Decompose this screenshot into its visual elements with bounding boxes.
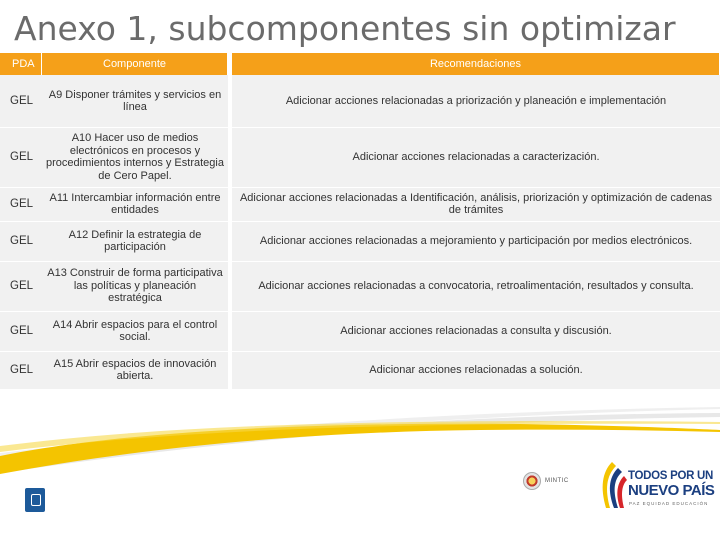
header-pda: PDA	[0, 53, 42, 75]
slide-title: Anexo 1, subcomponentes sin optimizar	[14, 9, 676, 48]
row-divider	[0, 127, 720, 128]
row-component: A14 Abrir espacios para el control social.	[42, 311, 228, 351]
row-pda: GEL	[0, 311, 42, 351]
mintic-label: MINTIC	[545, 478, 569, 484]
row-component: A10 Hacer uso de medios electrónicos en procesos y procedimientos internos y Estrategia de Cero Papel.	[42, 127, 228, 187]
row-component: A13 Construir de forma participativa las políticas y planeación estratégica	[42, 261, 228, 311]
row-divider	[0, 261, 720, 262]
row-recommendation: Adicionar acciones relacionadas a consulta y discusión.	[232, 311, 720, 351]
row-divider	[0, 221, 720, 222]
header-component: Componente	[42, 53, 228, 75]
row-component: A9 Disponer trámites y servicios en línea	[42, 75, 228, 127]
logo-line-2: NUEVO PAÍS	[628, 482, 715, 499]
row-recommendation: Adicionar acciones relacionadas a solución.	[232, 351, 720, 389]
todos-por-un-nuevo-pais-logo	[596, 456, 716, 516]
row-component: A11 Intercambiar información entre entidades	[42, 187, 228, 221]
row-recommendation: Adicionar acciones relacionadas a caracterización.	[232, 127, 720, 187]
header-recommendations: Recomendaciones	[232, 53, 720, 75]
row-divider	[0, 311, 720, 312]
row-pda: GEL	[0, 221, 42, 261]
logo-line-1: TODOS POR UN	[628, 470, 714, 482]
row-pda: GEL	[0, 187, 42, 221]
row-pda: GEL	[0, 261, 42, 311]
todos-por-un-nuevo-pais-logo-icon	[596, 458, 628, 514]
row-pda: GEL	[0, 351, 42, 389]
row-component: A15 Abrir espacios de innovación abierta.	[42, 351, 228, 389]
row-pda: GEL	[0, 127, 42, 187]
presentation-page-icon	[25, 488, 45, 512]
row-component: A12 Definir la estrategia de participación	[42, 221, 228, 261]
row-recommendation: Adicionar acciones relacionadas a priorización y planeación e implementación	[232, 75, 720, 127]
row-recommendation: Adicionar acciones relacionadas a Identificación, análisis, priorización y optimización de cadenas de trámites	[232, 187, 720, 221]
mintic-seal-icon	[523, 472, 541, 490]
row-divider	[0, 187, 720, 188]
mintic-logo	[523, 472, 569, 490]
logo-line-3: PAZ EQUIDAD EDUCACIÓN	[629, 501, 709, 506]
row-recommendation: Adicionar acciones relacionadas a mejoramiento y participación por medios electrónicos.	[232, 221, 720, 261]
row-divider	[0, 351, 720, 352]
row-pda: GEL	[0, 75, 42, 127]
row-recommendation: Adicionar acciones relacionadas a convocatoria, retroalimentación, resultados y consulta.	[232, 261, 720, 311]
